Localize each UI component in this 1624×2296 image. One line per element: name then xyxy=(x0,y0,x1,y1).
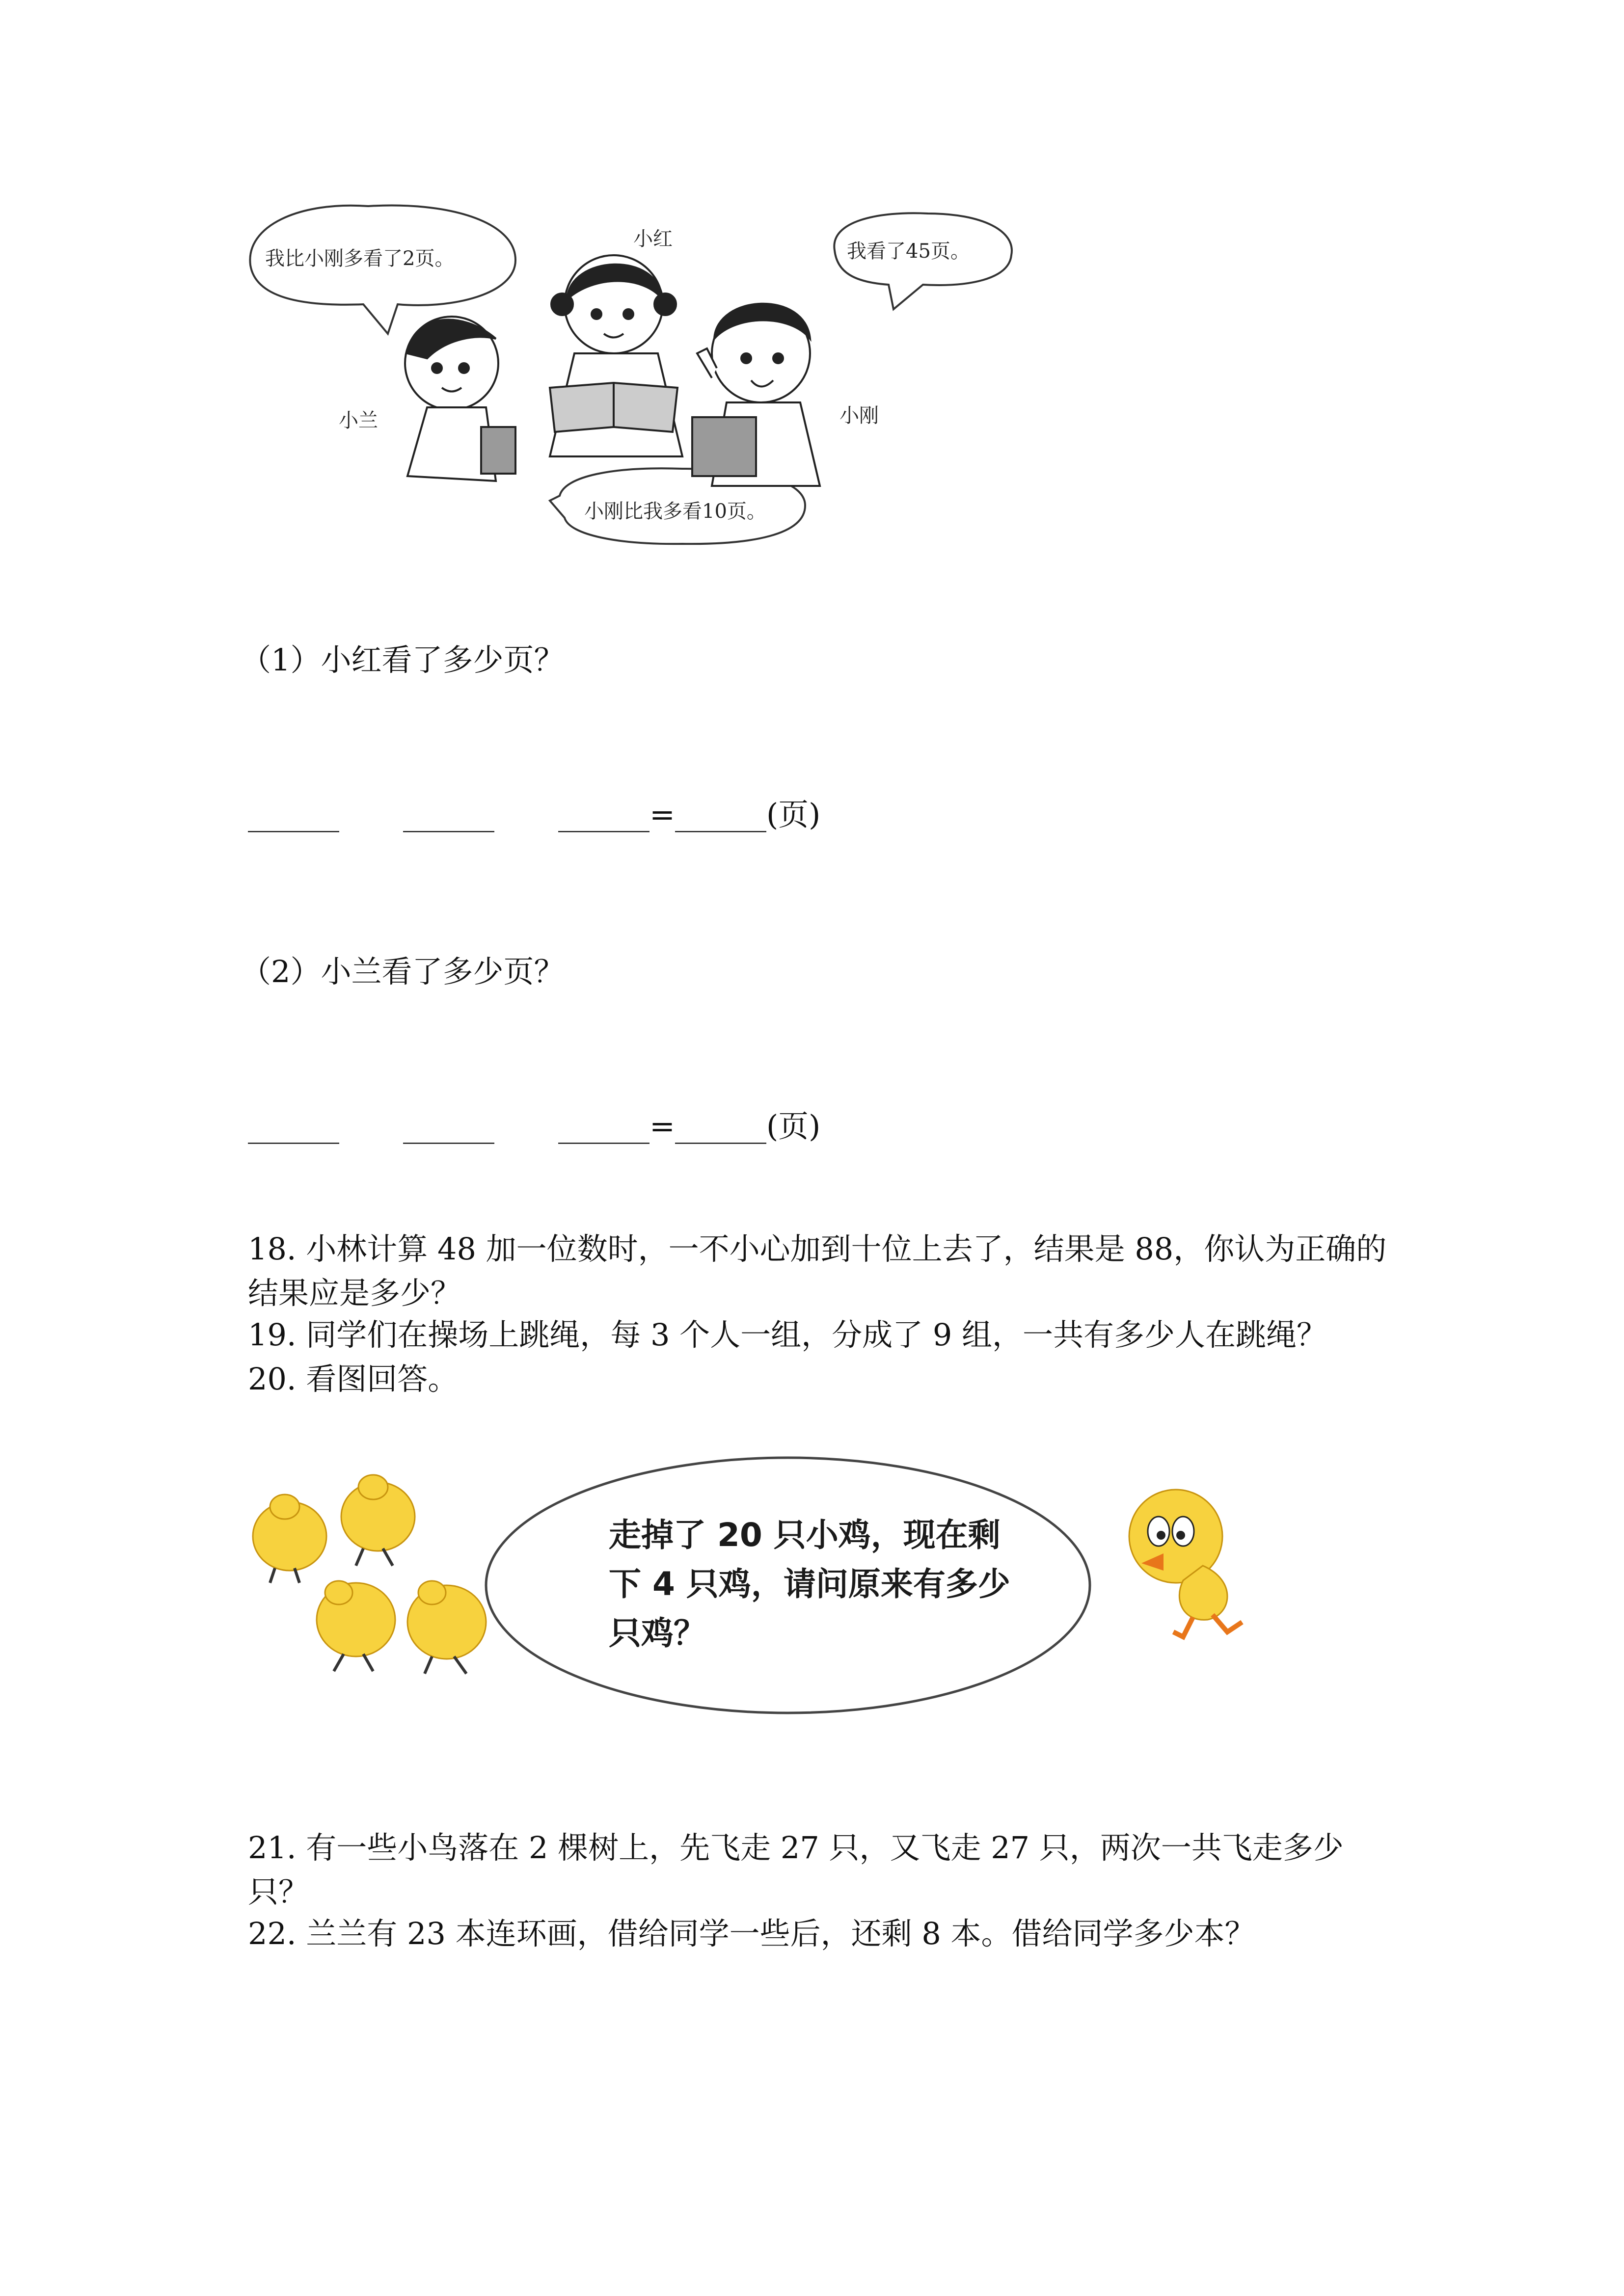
bubble-xiaolan xyxy=(250,205,515,334)
reading-kids-illustration xyxy=(241,191,1026,564)
answer-blank[interactable]: ______ xyxy=(675,1108,766,1144)
answer-blank[interactable]: ______ xyxy=(403,797,494,832)
answer-blank[interactable]: ______ xyxy=(558,797,650,832)
answer-blank[interactable]: ______ xyxy=(403,1108,494,1144)
question-19: 19. 同学们在操场上跳绳，每 3 个人一组，分成了 9 组，一共有多少人在跳绳？ xyxy=(248,1317,1327,1353)
chick-icon xyxy=(341,1475,415,1566)
q17-answer-row-2 xyxy=(248,1104,820,1148)
question-20: 20. 看图回答。 xyxy=(248,1361,459,1397)
label-xiaogang: 小刚 xyxy=(839,404,879,427)
chick-group-icon xyxy=(253,1475,486,1674)
equals-sign: = xyxy=(650,797,675,832)
question-18: 18. 小林计算 48 加一位数时，一不小心加到十位上去了，结果是 88，你认为正确的结果应是多少？ xyxy=(248,1231,1387,1311)
answer-blank[interactable]: ______ xyxy=(248,797,339,832)
chick-icon xyxy=(253,1495,326,1583)
chick-question-line3: 只鸡？ xyxy=(609,1614,706,1652)
bubble-xiaohong-text: 小刚比我多看10页。 xyxy=(584,500,766,523)
chick-question-line1: 走掉了 20 只小鸡，现在剩 xyxy=(609,1516,1001,1554)
chick-icon xyxy=(317,1581,395,1671)
bubble-xiaolan-text: 我比小刚多看了2页。 xyxy=(265,247,455,270)
equals-sign: = xyxy=(650,1108,675,1144)
chick-question-line2: 下 4 只鸡，请问原来有多少 xyxy=(609,1565,1010,1603)
question-21: 21. 有一些小鸟落在 2 棵树上，先飞走 27 只，又飞走 27 只，两次一共飞走多少只？ xyxy=(248,1830,1344,1910)
girl-xiaohong-icon xyxy=(550,255,682,456)
unit-label: (页) xyxy=(766,797,821,832)
label-xiaohong: 小红 xyxy=(633,228,673,250)
chick-icon xyxy=(407,1581,486,1674)
answer-blank[interactable]: ______ xyxy=(248,1108,339,1144)
q17-sub1: （1）小红看了多少页？ xyxy=(241,642,565,678)
q17-answer-row-1 xyxy=(248,793,820,837)
bubble-xiaogang-text: 我看了45页。 xyxy=(847,240,970,263)
boy-xiaogang-icon xyxy=(692,304,820,486)
answer-blank[interactable]: ______ xyxy=(558,1108,650,1144)
girl-xiaolan-icon xyxy=(405,317,515,481)
walking-chick-icon xyxy=(1129,1490,1242,1637)
bubble-xiaogang xyxy=(834,213,1012,309)
unit-label: (页) xyxy=(766,1108,821,1144)
question-22: 22. 兰兰有 23 本连环画，借给同学一些后，还剩 8 本。借给同学多少本？ xyxy=(248,1916,1255,1951)
label-xiaolan: 小兰 xyxy=(339,409,378,432)
chicks-illustration xyxy=(250,1453,1281,1747)
answer-blank[interactable]: ______ xyxy=(675,797,766,832)
q17-sub2: （2）小兰看了多少页？ xyxy=(241,954,565,989)
